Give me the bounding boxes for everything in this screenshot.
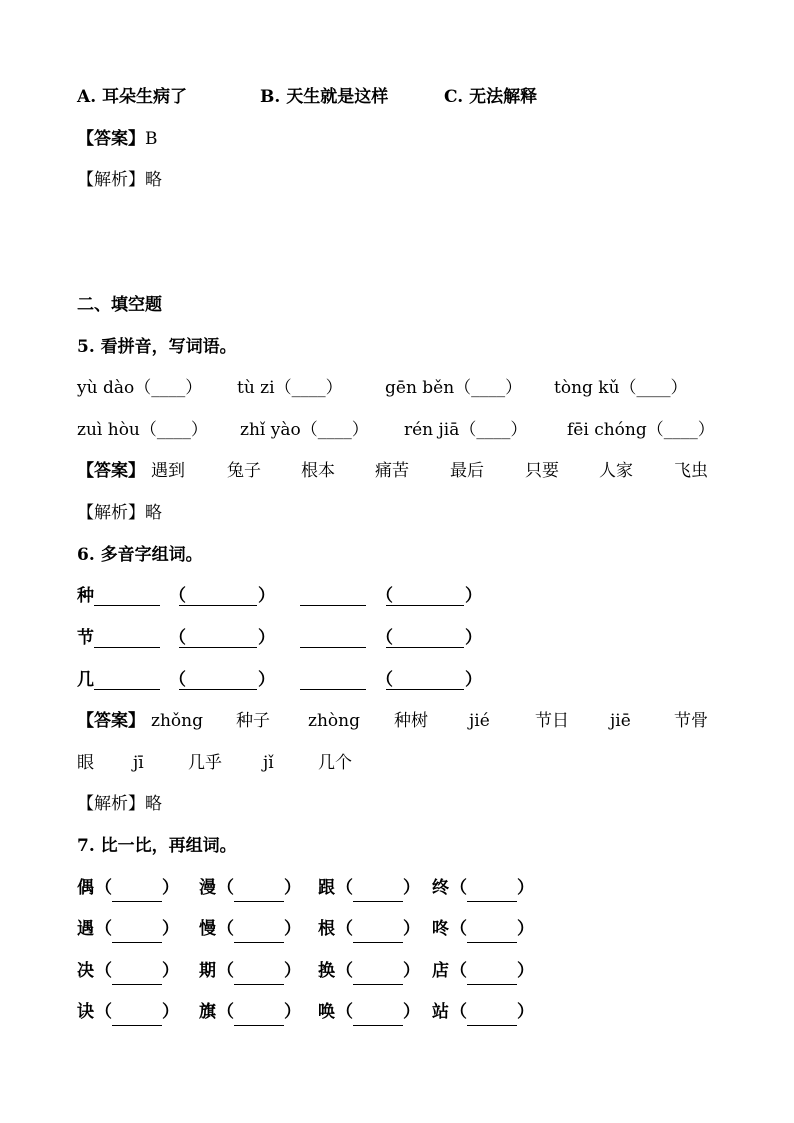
answer-word: 飞虫 (674, 461, 708, 481)
answer-word: 人家 (599, 461, 633, 481)
q4-option-c: C. 无法解释 (444, 87, 538, 107)
q7-blank: （ ） (450, 916, 534, 943)
q6-blank (94, 587, 160, 606)
q6-paren-right: ） (465, 670, 482, 690)
q7-blank: （ ） (336, 999, 420, 1026)
q6-paren-left: （ (376, 670, 393, 690)
q4-option-b: B. 天生就是这样 (260, 87, 389, 107)
answer-word: 几乎 (188, 753, 222, 773)
q6-paren-right: ） (465, 628, 482, 648)
q7-blank: （ ） (450, 958, 534, 985)
answer-word: 种树 (394, 711, 428, 731)
answer-word: 根本 (301, 461, 335, 481)
q6-blank (386, 587, 464, 606)
q6-paren-right: ） (258, 586, 275, 606)
q6-char: 种 (77, 586, 94, 606)
q6-paren-right: ） (258, 628, 275, 648)
q6-blank (179, 587, 257, 606)
q7-blank: （ ） (450, 999, 534, 1026)
answer-word: jī (133, 753, 144, 773)
q4-analysis (77, 167, 162, 193)
q7-blank: （ ） (336, 875, 420, 902)
section-title: 二、填空题 (77, 295, 162, 315)
answer-word: zhòng (308, 711, 360, 731)
answer-word: 种子 (236, 711, 270, 731)
answer-label: 【答案】 (77, 461, 145, 481)
q5-pinyin-item: zhǐ yào（____） (240, 420, 369, 440)
q6-blank (179, 629, 257, 648)
q6-blank (94, 629, 160, 648)
q7-blank: （ ） (95, 916, 179, 943)
q5-analysis (77, 500, 162, 526)
answer-word: 节日 (535, 711, 569, 731)
q7-char: 站 (432, 1002, 449, 1022)
q5-pinyin-item: yù dào（____） (77, 378, 203, 398)
q6-paren-right: ） (258, 670, 275, 690)
answer-word: 遇到 (151, 461, 185, 481)
analysis-value: 略 (145, 503, 162, 523)
q6-char: 节 (77, 628, 94, 648)
q6-char: 几 (77, 670, 94, 690)
q7-blank: （ ） (95, 999, 179, 1026)
answer-word: 眼 (77, 753, 94, 773)
q7-char: 偶 (77, 878, 94, 898)
q5-pinyin-item: rén jiā（____） (404, 420, 528, 440)
q6-paren-right: ） (465, 586, 482, 606)
q7-blank: （ ） (217, 875, 301, 902)
q6-blank (386, 671, 464, 690)
analysis-value: 略 (145, 794, 162, 814)
q7-char: 换 (318, 961, 335, 981)
answer-word: 痛苦 (375, 461, 409, 481)
q7-blank: （ ） (450, 875, 534, 902)
q7-char: 诀 (77, 1002, 94, 1022)
q7-blank: （ ） (336, 958, 420, 985)
q7-blank: （ ） (217, 999, 301, 1026)
answer-word: jǐ (263, 753, 274, 773)
q5-pinyin-item: zuì hòu（____） (77, 420, 208, 440)
q7-char: 旗 (199, 1002, 216, 1022)
answer-value: B (145, 129, 158, 149)
q7-char: 咚 (432, 919, 449, 939)
answer-word: jiē (610, 711, 631, 731)
q7-char: 遇 (77, 919, 94, 939)
q6-blank (300, 587, 366, 606)
q6-paren-left: （ (169, 586, 186, 606)
q4-answer (77, 126, 158, 152)
q7-char: 期 (199, 961, 216, 981)
q6-paren-left: （ (169, 670, 186, 690)
q7-blank: （ ） (95, 958, 179, 985)
analysis-label: 【解析】 (77, 170, 145, 190)
q5-pinyin-item: fēi chóng（____） (567, 420, 715, 440)
answer-word: 几个 (318, 753, 352, 773)
q7-char: 终 (432, 878, 449, 898)
q7-char: 漫 (199, 878, 216, 898)
q7-blank: （ ） (217, 916, 301, 943)
q5-pinyin-item: gēn běn（____） (385, 378, 523, 398)
answer-word: 节骨 (674, 711, 708, 731)
q7-char: 根 (318, 919, 335, 939)
q6-title: 6. 多音字组词。 (77, 545, 203, 565)
q6-blank (300, 629, 366, 648)
answer-word: zhǒng (151, 711, 203, 731)
q5-pinyin-item: tòng kǔ（____） (554, 378, 688, 398)
q6-blank (386, 629, 464, 648)
answer-label: 【答案】 (77, 711, 145, 731)
analysis-value: 略 (145, 170, 162, 190)
answer-word: jié (469, 711, 490, 731)
q7-char: 跟 (318, 878, 335, 898)
answer-word: 最后 (450, 461, 484, 481)
q7-char: 决 (77, 961, 94, 981)
q5-pinyin-item: tù zi（____） (237, 378, 343, 398)
answer-word: 只要 (525, 461, 559, 481)
q6-blank (300, 671, 366, 690)
q6-blank (94, 671, 160, 690)
q6-blank (179, 671, 257, 690)
q7-char: 慢 (199, 919, 216, 939)
q5-title: 5. 看拼音，写词语。 (77, 337, 237, 357)
q4-option-a: A. 耳朵生病了 (77, 87, 188, 107)
q7-char: 店 (432, 961, 449, 981)
answer-label: 【答案】 (77, 129, 145, 149)
analysis-label: 【解析】 (77, 503, 145, 523)
q7-title: 7. 比一比，再组词。 (77, 836, 237, 856)
q7-blank: （ ） (217, 958, 301, 985)
q7-blank: （ ） (336, 916, 420, 943)
answer-word: 兔子 (227, 461, 261, 481)
analysis-label: 【解析】 (77, 794, 145, 814)
q6-analysis (77, 791, 162, 817)
q7-char: 唤 (318, 1002, 335, 1022)
q6-paren-left: （ (376, 586, 393, 606)
q6-paren-left: （ (376, 628, 393, 648)
q7-blank: （ ） (95, 875, 179, 902)
q6-paren-left: （ (169, 628, 186, 648)
